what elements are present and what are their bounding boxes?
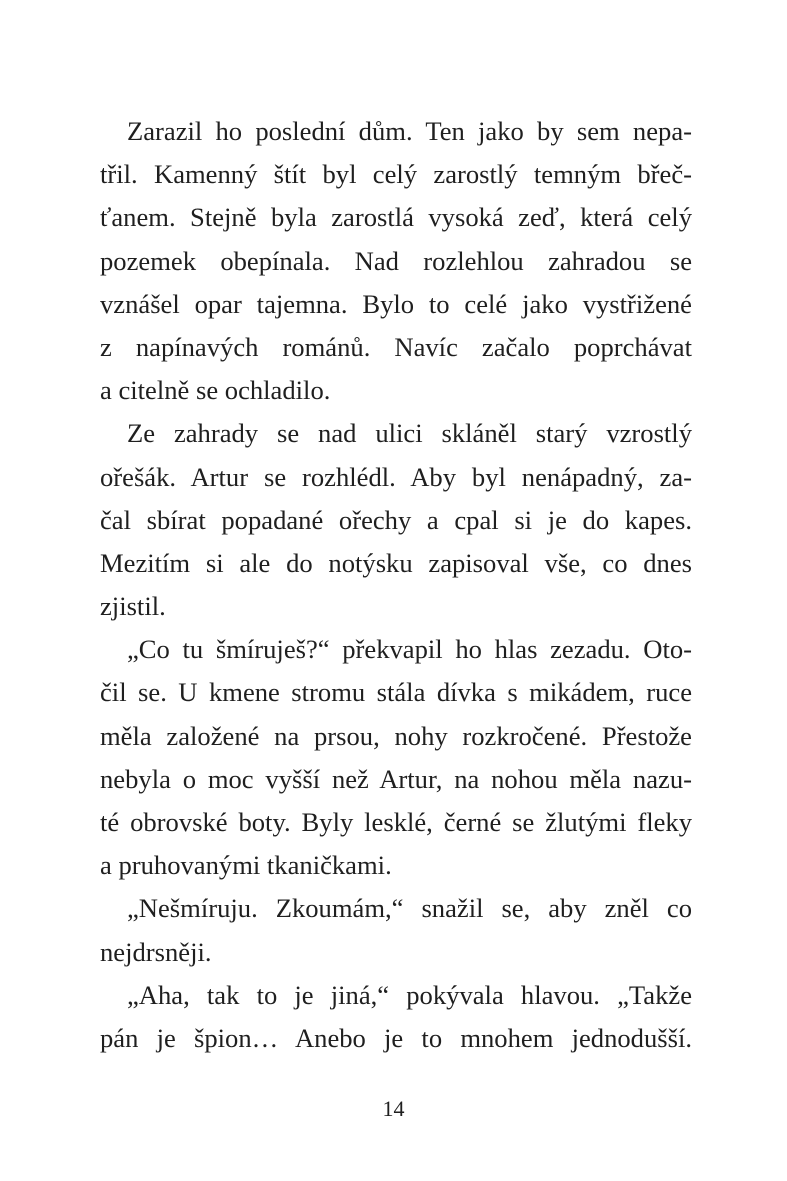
page-number: 14 bbox=[382, 1096, 405, 1121]
text-line: čal sbírat popadané ořechy a cpal si je do kapes. bbox=[100, 504, 692, 535]
text-line: Mezitím si ale do notýsku zapisoval vše, co dnes bbox=[100, 547, 692, 578]
text-line: čil se. U kmene stromu stála dívka s mikádem, ruce bbox=[100, 677, 692, 708]
text-line: vznášel opar tajemna. Bylo to celé jako vystřižené bbox=[100, 288, 692, 319]
text-line: „Aha, tak to je jiná,“ pokývala hlavou. „Takže bbox=[127, 979, 692, 1010]
text-line: ťanem. Stejně byla zarostlá vysoká zeď, která celý bbox=[100, 202, 692, 233]
text-line: nebyla o moc vyšší než Artur, na nohou měla nazu- bbox=[100, 763, 692, 794]
text-line: nejdrsněji. bbox=[100, 936, 212, 967]
text-line: „Co tu šmíruješ?“ překvapil ho hlas zezadu. Oto- bbox=[127, 634, 692, 665]
text-line: z napínavých románů. Navíc začalo poprchávat bbox=[100, 331, 692, 362]
text-line: ořešák. Artur se rozhlédl. Aby byl nenápadný, za- bbox=[100, 461, 692, 492]
paragraph bbox=[100, 974, 692, 1060]
text-line: Zarazil ho poslední dům. Ten jako by sem nepa- bbox=[127, 116, 692, 146]
text-line: té obrovské boty. Byly lesklé, černé se žlutými fleky bbox=[100, 807, 692, 837]
paragraph bbox=[100, 412, 692, 628]
text-line: pozemek obepínala. Nad rozlehlou zahradou se bbox=[100, 245, 692, 276]
text-line: třil. Kamenný štít byl celý zarostlý temným břeč- bbox=[100, 159, 692, 190]
paragraph bbox=[100, 110, 692, 412]
text-line: pán je špion… Anebo je to mnohem jednodušší. bbox=[100, 1022, 692, 1053]
text-line: Ze zahrady se nad ulici skláněl starý vzrostlý bbox=[127, 418, 692, 449]
paragraph bbox=[100, 887, 692, 973]
paragraph bbox=[100, 628, 692, 887]
text-line: a pruhovanými tkaničkami. bbox=[100, 850, 392, 881]
text-line: a citelně se ochladilo. bbox=[100, 375, 331, 406]
text-line: „Nešmíruju. Zkoumám,“ snažil se, aby zněl co bbox=[127, 893, 692, 924]
text-line: zjistil. bbox=[100, 591, 166, 622]
text-line: měla založené na prsou, nohy rozkročené. Přestože bbox=[100, 720, 692, 751]
body-text bbox=[100, 110, 692, 1060]
